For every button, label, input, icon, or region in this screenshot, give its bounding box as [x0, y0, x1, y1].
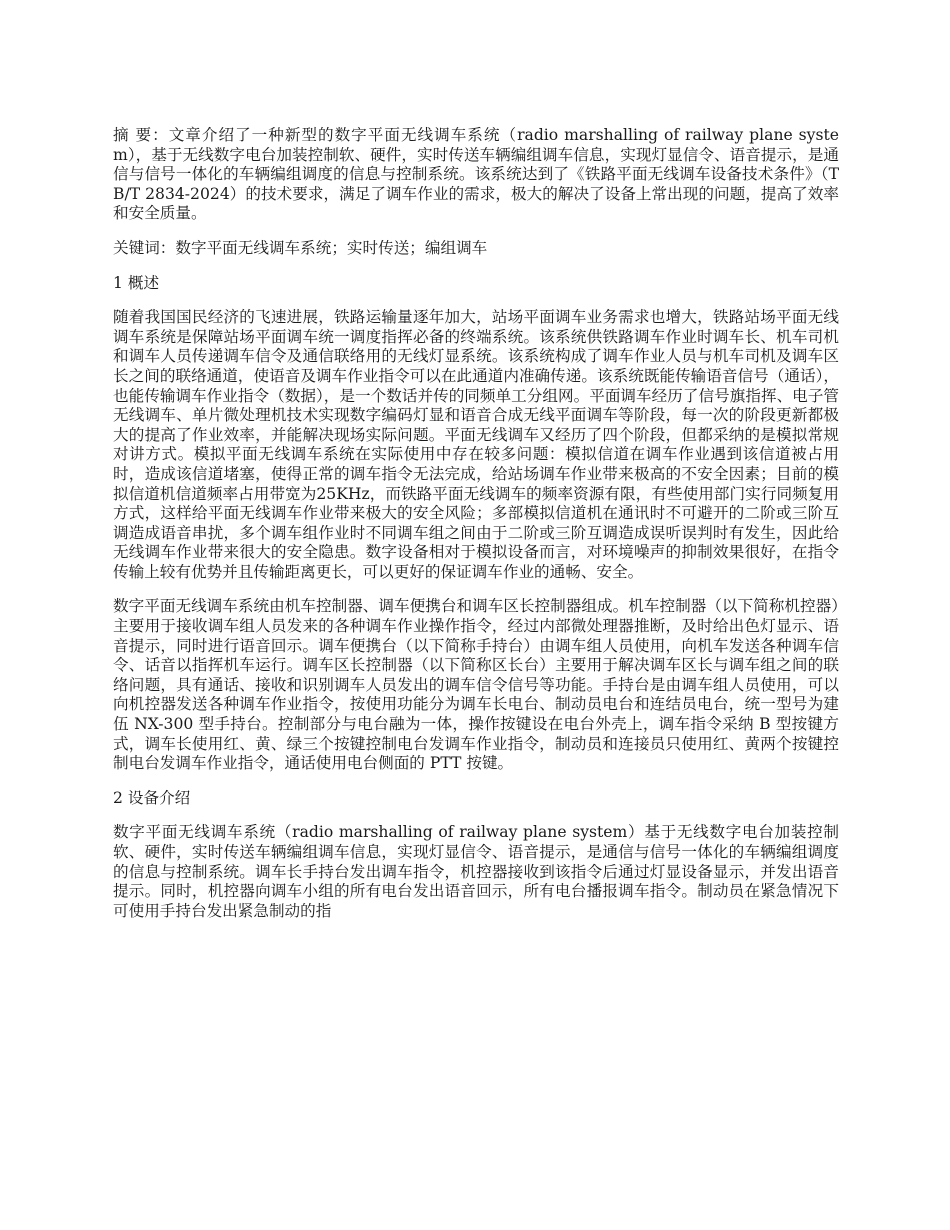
- section-heading-overview: 1 概述: [113, 273, 160, 292]
- keywords-paragraph: [113, 239, 839, 259]
- body-paragraph: 数字平面无线调车系统由机车控制器、调车便携台和调车区长控制器组成。机车控制器（以下简称机控器）主要用于接收调车组人员发来的各种调车作业操作指令，经过内部微处理器推断，及时给出色灯显示、语音提示，同时进行语音回示。调车便携台（以下简称手持台）由调车组人员使用，向机车发送各种调车信令、话音以指挥机车运行。调车区长控制器（以下简称区长台）主要用于解决调车区长与调车组之间的联络问题，具有通话、接收和识别调车人员发出的调车信令信号等功能。手持台是由调车组人员使用，可以向机控器发送各种调车作业指令，按使用功能分为调车长电台、制动员电台和连结员电台，统一型号为建伍 NX-300 型手持台。控制部分与电台融为一体，操作按键设在电台外壳上，调车指令采纳 B 型按键方式，调车长使用红、黄、绿三个按键控制电台发调车作业指令，制动员和连接员只使用红、黄两个按键控制电台发调车作业指令，通话使用电台侧面的 PTT 按键。: [113, 597, 839, 773]
- body-paragraph: 随着我国国民经济的飞速进展，铁路运输量逐年加大，站场平面调车业务需求也增大，铁路站场平面无线调车系统是保障站场平面调车统一调度指挥必备的终端系统。该系统供铁路调车作业时调车长、机车司机和调车人员传递调车信令及通信联络用的无线灯显系统。该系统构成了调车作业人员与机车司机及调车区长之间的联络通道，使语音及调车作业指令可以在此通道内准确传递。该系统既能传输语音信号（通话），也能传输调车作业指令（数据），是一个数话并传的同频单工分组网。平面调车经历了信号旗指挥、电子管无线调车、单片微处理机技术实现数字编码灯显和语音合成无线平面调车等阶段，每一次的阶段更新都极大的提高了作业效率，并能解决现场实际问题。平面无线调车又经历了四个阶段，但都采纳的是模拟常规对讲方式。模拟平面无线调车系统在实际使用中存在较多问题：模拟信道在调车作业遇到该信道被占用时，造成该信道堵塞，使得正常的调车指令无法完成，给站场调车作业带来极高的不安全因素；目前的模拟信道机信道频率占用带宽为25KHz，而铁路平面无线调车的频率资源有限，有些使用部门实行同频复用方式，这样给平面无线调车作业带来极大的安全风险；多部模拟信道机在通讯时不可避开的二阶或三阶互调造成语音串扰，多个调车组作业时不同调车组之间由于二阶或三阶互调造成误听误判时有发生，因此给无线调车作业带来很大的安全隐患。数字设备相对于模拟设备而言，对环境噪声的抑制效果很好，在指令传输上较有优势并且传输距离更长，可以更好的保证调车作业的通畅、安全。: [113, 308, 839, 581]
- document-page: [113, 126, 839, 921]
- body-paragraph: 数字平面无线调车系统（radio marshalling of railway plane system）基于无线数字电台加装控制软、硬件，实时传送车辆编组调车信息，实现灯显信令、语音提示，是通信与信号一体化的车辆编组调度的信息与控制系统。调车长手持台发出调车指令，机控器接收到该指令后通过灯显设备显示，并发出语音提示。同时，机控器向调车小组的所有电台发出语音回示，所有电台播报调车指令。制动员在紧急情况下可使用手持台发出紧急制动的指: [113, 823, 839, 920]
- abstract-paragraph: [113, 126, 839, 224]
- section-heading-equipment: 2 设备介绍: [113, 788, 191, 807]
- abstract-text: 文章介绍了一种新型的数字平面无线调车系统（radio marshalling of railway plane system），基于无线数字电台加装控制软、硬件，实时传送车辆编组调车信息，实现灯显信令、语音提示，是通信与信号一体化的车辆编组调度的信息与控制系统。该系统达到了《铁路平面无线调车设备技术条件》（TB/T 2834-2024）的技术要求，满足了调车作业的需求，极大的解决了设备上常出现的问题，提高了效率和安全质量。: [113, 126, 839, 223]
- keywords-label: 关键词：: [113, 238, 176, 257]
- keywords-text: 数字平面无线调车系统；实时传送；编组调车: [175, 238, 488, 257]
- abstract-label: 摘 要：: [113, 126, 169, 144]
